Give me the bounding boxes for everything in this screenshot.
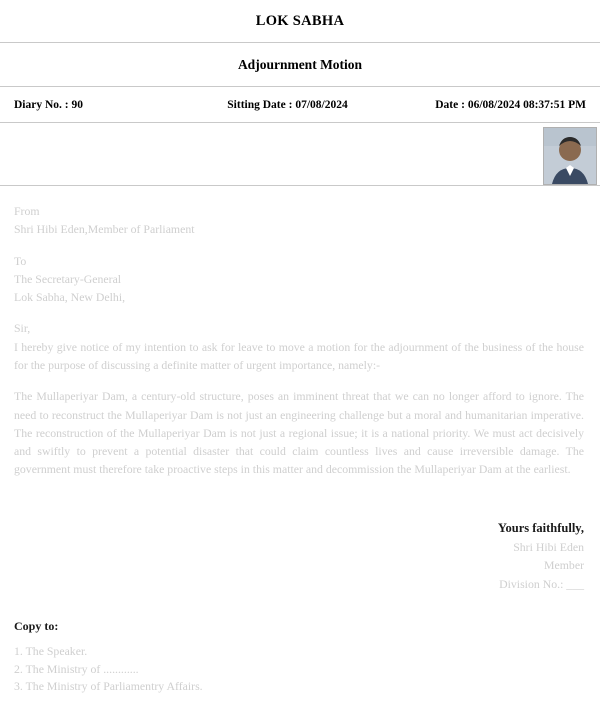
document-date: Date : 06/08/2024 08:37:51 PM	[435, 98, 586, 111]
page-title: LOK SABHA	[255, 12, 345, 29]
avatar	[543, 127, 597, 185]
division-number: Division No.: ___	[499, 576, 584, 591]
list-item: 2. The Ministry of ............	[14, 661, 139, 676]
yours-faithfully: Yours faithfully,	[497, 520, 584, 535]
signature-block	[0, 519, 600, 593]
salutation: Sir,	[14, 321, 31, 336]
document-meta-bar	[0, 87, 600, 122]
notice-paragraph: I hereby give notice of my intention to ask for leave to move a motion for the adjournment of the business of the house for the purpose of discussing a definite matter of urgent importance, namely:-	[14, 339, 584, 372]
diary-number: Diary No. : 90	[14, 98, 83, 111]
list-item: 3. The Ministry of Parliamentry Affairs.	[14, 679, 203, 694]
list-item: 1. The Speaker.	[14, 643, 88, 658]
body-paragraph: The Mullaperiyar Dam, a century-old structure, poses an imminent threat that we can no longer afford to ignore. The need to reconstruct the Mullaperiyar Dam is not just an engineering challenge but a moral and humanitarian imperative. The reconstruction of the Mullaperiyar Dam is not just a regional issue; it is a national priority. We must act decisively and swiftly to prevent a potential disaster that could claim countless lives and cause irreversible damage. The government must therefore take proactive steps in this matter and decommission the Mullaperiyar Dam at the earliest.	[14, 389, 584, 477]
photo-row	[0, 123, 600, 185]
from-block	[14, 202, 584, 239]
salutation-block	[14, 319, 584, 478]
from-label: From	[14, 204, 40, 218]
to-block	[14, 252, 584, 307]
to-line-2: Lok Sabha, New Delhi,	[14, 290, 126, 305]
copy-to-list	[0, 643, 600, 696]
member-photo-icon	[544, 128, 596, 184]
document-subtitle: Adjournment Motion	[237, 56, 363, 72]
to-label: To	[14, 253, 27, 268]
document-subtitle-bar	[0, 43, 600, 86]
paragraph-gap	[14, 374, 584, 387]
copy-to-heading: Copy to:	[14, 618, 59, 633]
signatory-designation: Member	[544, 558, 584, 573]
sitting-date: Sitting Date : 07/08/2024	[227, 98, 348, 111]
to-line-1: The Secretary-General	[14, 271, 122, 286]
from-name: Shri Hibi Eden,Member of Parliament	[14, 222, 195, 237]
document-title-bar	[0, 0, 600, 42]
letter-body	[0, 186, 600, 479]
signatory-name: Shri Hibi Eden	[513, 540, 584, 555]
